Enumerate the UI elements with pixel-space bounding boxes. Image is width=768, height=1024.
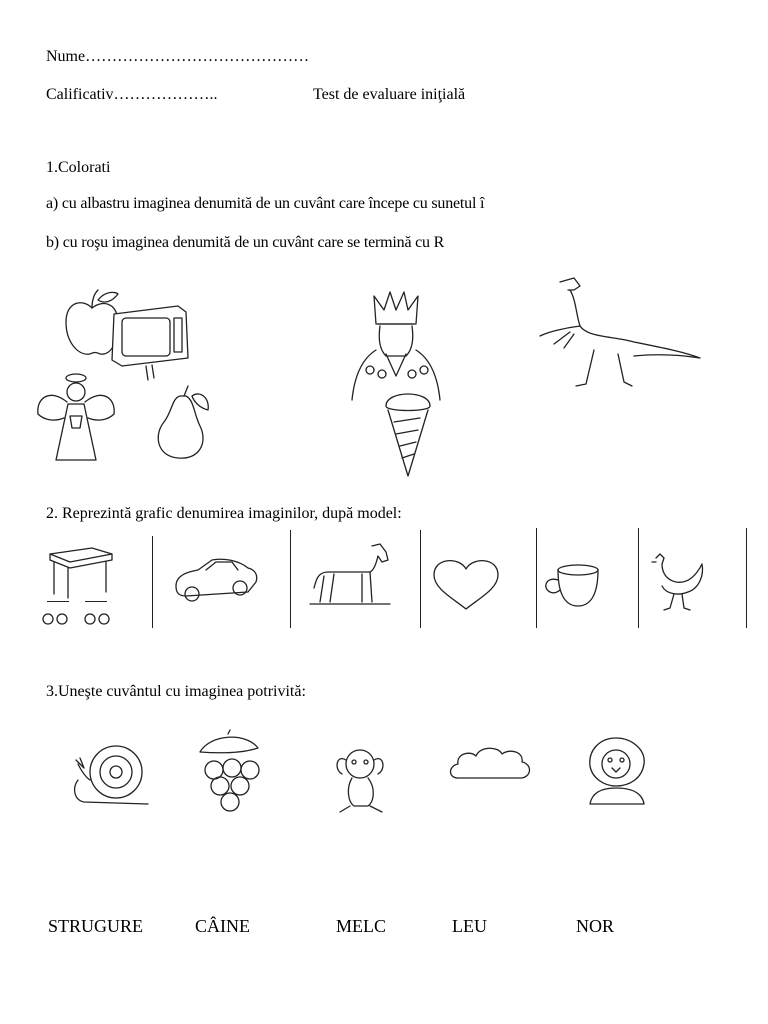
exercise1-heading: 1.Colorati [46, 159, 111, 176]
dinosaur-icon [534, 274, 702, 396]
heart-icon [430, 555, 502, 611]
grapes-icon [192, 730, 268, 820]
divider-4 [536, 528, 537, 628]
divider-1 [152, 536, 153, 628]
word-strugure: STRUGURE [48, 916, 144, 936]
word-melc: MELC [336, 916, 387, 936]
test-title: Test de evaluare iniţială [313, 86, 466, 103]
table-icon [46, 544, 114, 600]
exercise2-heading: 2. Reprezintă grafic denumirea imaginilor, după model: [46, 505, 402, 522]
cup-icon [542, 562, 602, 610]
word-caine: CÂINE [195, 916, 250, 936]
car-icon [172, 554, 260, 604]
name-field-label: Nume…………………………………… [46, 48, 310, 65]
word-leu: LEU [452, 916, 487, 936]
model-syllable-line-2 [85, 601, 107, 602]
model-syllable-line-1 [47, 601, 69, 602]
divider-5 [638, 528, 639, 628]
exercise1-line-a: a) cu albastru imaginea denumită de un cuvânt care începe cu sunetul î [46, 195, 485, 212]
grade-field-label: Calificativ……………….. [46, 86, 218, 103]
divider-3 [420, 530, 421, 628]
lion-icon [582, 734, 652, 812]
hen-icon [648, 550, 708, 612]
exercise3-heading: 3.Uneşte cuvântul cu imaginea potrivită: [46, 683, 306, 700]
divider-6 [746, 528, 747, 628]
snail-icon [70, 740, 150, 816]
ice-cream-icon [380, 382, 436, 478]
tv-icon [108, 300, 192, 382]
angel-icon [34, 368, 118, 464]
horse-icon [308, 542, 394, 608]
exercise1-line-b: b) cu roşu imaginea denumită de un cuvânt care se termină cu R [46, 234, 445, 251]
model-sound-circles [42, 613, 114, 625]
dog-icon [328, 740, 394, 816]
divider-2 [290, 530, 291, 628]
cloud-icon [446, 744, 536, 786]
pear-icon [150, 384, 214, 462]
word-nor: NOR [576, 916, 615, 936]
